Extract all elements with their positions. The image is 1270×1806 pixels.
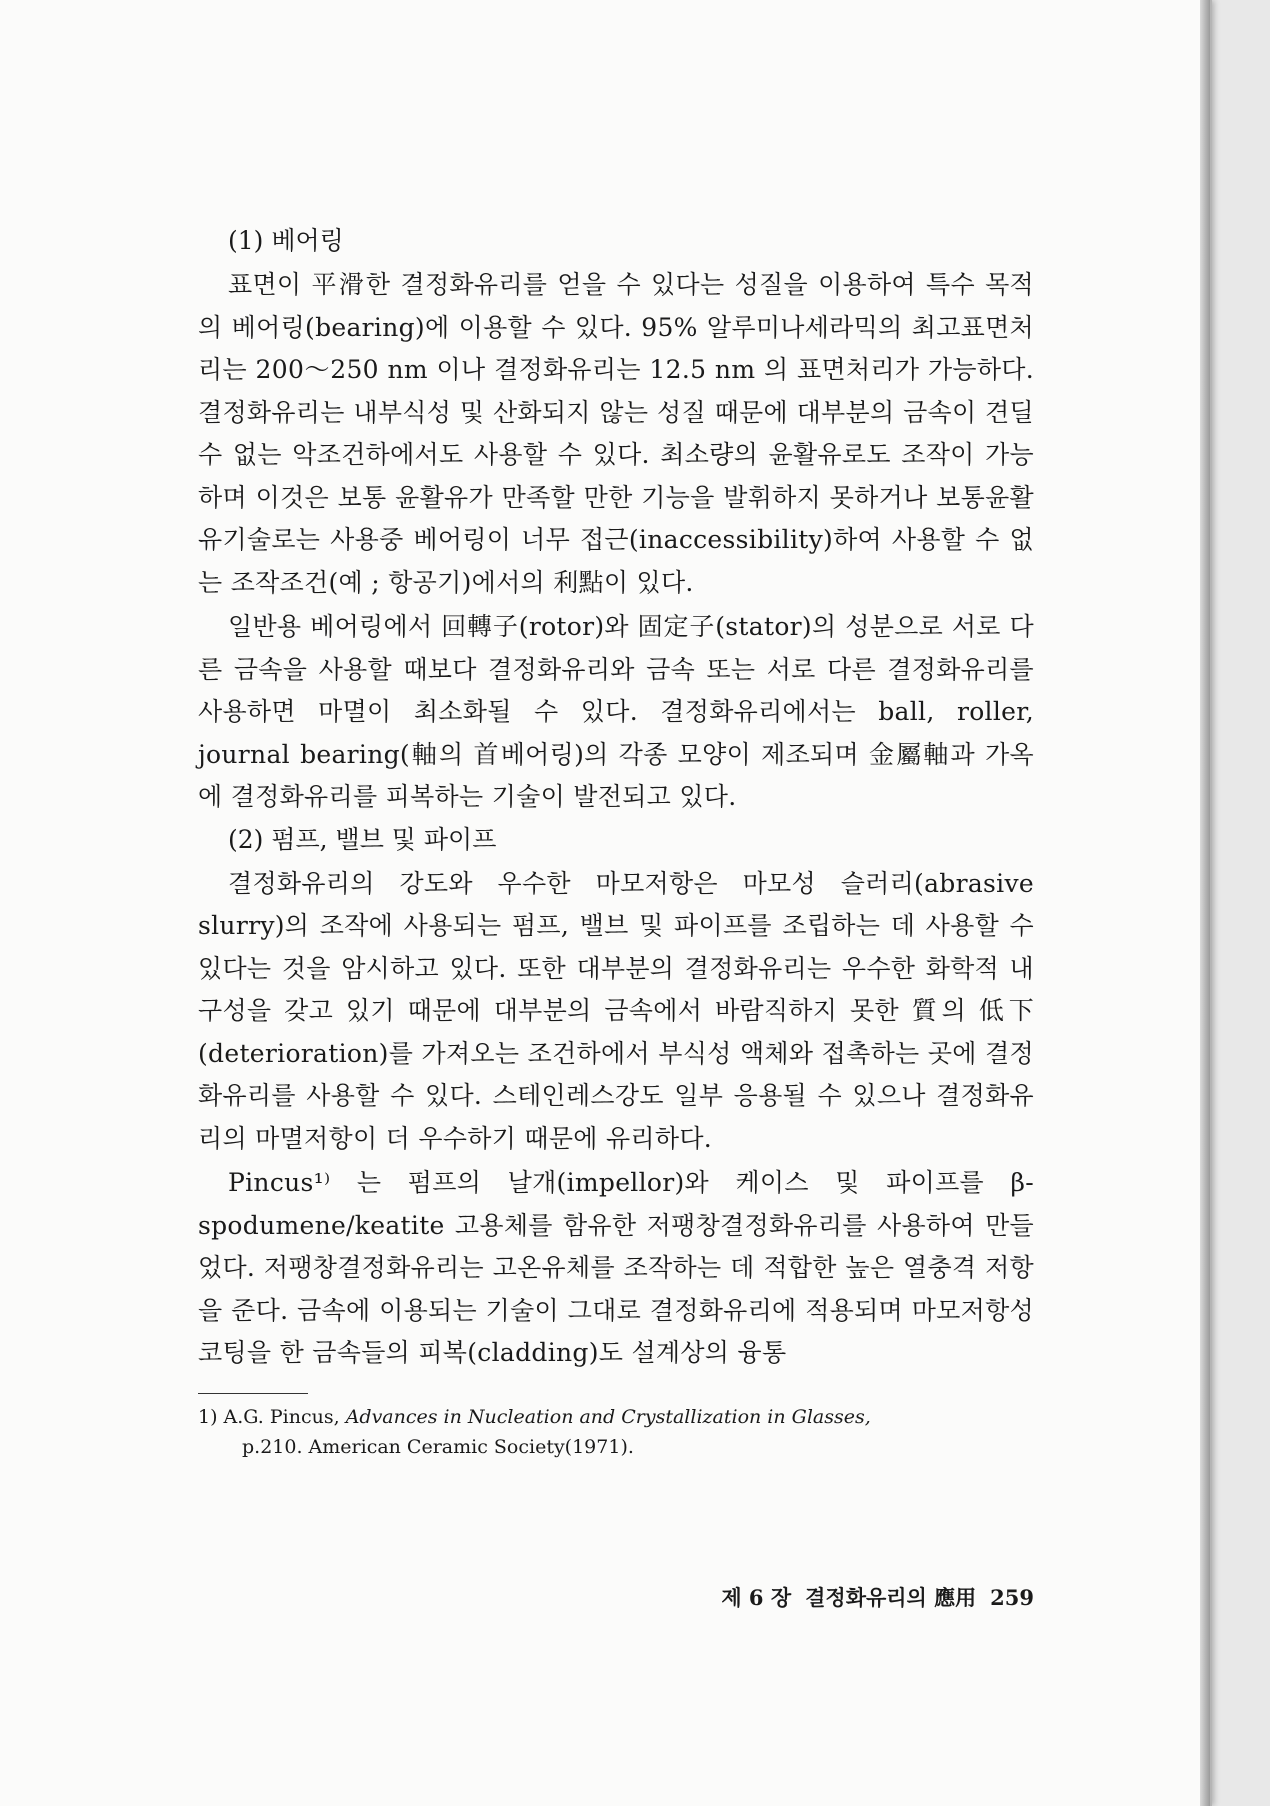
footnote-author: 1) A.G. Pincus, <box>198 1405 346 1428</box>
footnote-line-1 <box>198 1402 1034 1432</box>
page-edge <box>1200 0 1210 1806</box>
footnote-line-2: p.210. American Ceramic Society(1971). <box>242 1435 634 1458</box>
footer-chapter: 제 6 장 <box>721 1585 792 1610</box>
section-heading-bearing: (1) 베어링 <box>228 226 344 255</box>
paragraph: 결정화유리의 강도와 우수한 마모저항은 마모성 슬러리(abrasive slurry)의 조작에 사용되는 펌프, 밸브 및 파이프를 조립하는 데 사용할 수 있다는 것을 암시하고 있다. 또한 대부분의 결정화유리는 우수한 화학적 내구성을 갖고 있기 때문에 대부분의 금속에서 바람직하지 못한 質의 低下(deterioration)를 가져오는 조건하에서 부식성 액체와 접촉하는 곳에 결정화유리를 사용할 수 있다. 스테인레스강도 일부 응용될 수 있으나 결정화유리의 마멸저항이 더 우수하기 때문에 유리하다. <box>198 868 1034 1153</box>
paragraph: 일반용 베어링에서 回轉子(rotor)와 固定子(stator)의 성분으로 서로 다른 금속을 사용할 때보다 결정화유리와 금속 또는 서로 다른 결정화유리를 사용하면 마멸이 최소화될 수 있다. 결정화유리에서는 ball, roller, journal bearing(軸의 首베어링)의 각종 모양이 제조되며 金屬軸과 가옥에 결정화유리를 피복하는 기술이 발전되고 있다. <box>198 612 1034 811</box>
paragraph: Pincus¹⁾ 는 펌프의 날개(impellor)와 케이스 및 파이프를 β-spodumene/keatite 고용체를 함유한 저팽창결정화유리를 사용하여 만들었다. 저팽창결정화유리는 고온유체를 조작하는 데 적합한 높은 열충격 저항을 준다. 금속에 이용되는 기술이 그대로 결정화유리에 적용되며 마모저항성코팅을 한 금속들의 피복(cladding)도 설계상의 융통 <box>198 1168 1034 1367</box>
running-footer <box>640 1582 1034 1612</box>
paragraph: 표면이 平滑한 결정화유리를 얻을 수 있다는 성질을 이용하여 특수 목적의 베어링(bearing)에 이용할 수 있다. 95% 알루미나세라믹의 최고표면처리는 200〜250 nm 이나 결정화유리는 12.5 nm 의 표면처리가 가능하다. 결정화유리는 내부식성 및 산화되지 않는 성질 때문에 대부분의 금속이 견딜 수 없는 악조건하에서도 사용할 수 있다. 최소량의 윤활유로도 조작이 가능하며 이것은 보통 윤활유가 만족할 만한 기능을 발휘하지 못하거나 보통윤활유기술로는 사용중 베어링이 너무 접근(inaccessibility)하여 사용할 수 없는 조작조건(예 ; 항공기)에서의 利點이 있다. <box>198 270 1034 597</box>
footer-title: 결정화유리의 應用 <box>805 1585 977 1610</box>
page-content <box>198 222 1034 1462</box>
footnote-title: Advances in Nucleation and Crystallization in Glasses, <box>345 1405 871 1428</box>
footnote-divider <box>198 1393 308 1394</box>
page-number: 259 <box>990 1585 1034 1610</box>
section-heading-pumps: (2) 펌프, 밸브 및 파이프 <box>228 824 497 854</box>
footnote <box>198 1402 1034 1462</box>
